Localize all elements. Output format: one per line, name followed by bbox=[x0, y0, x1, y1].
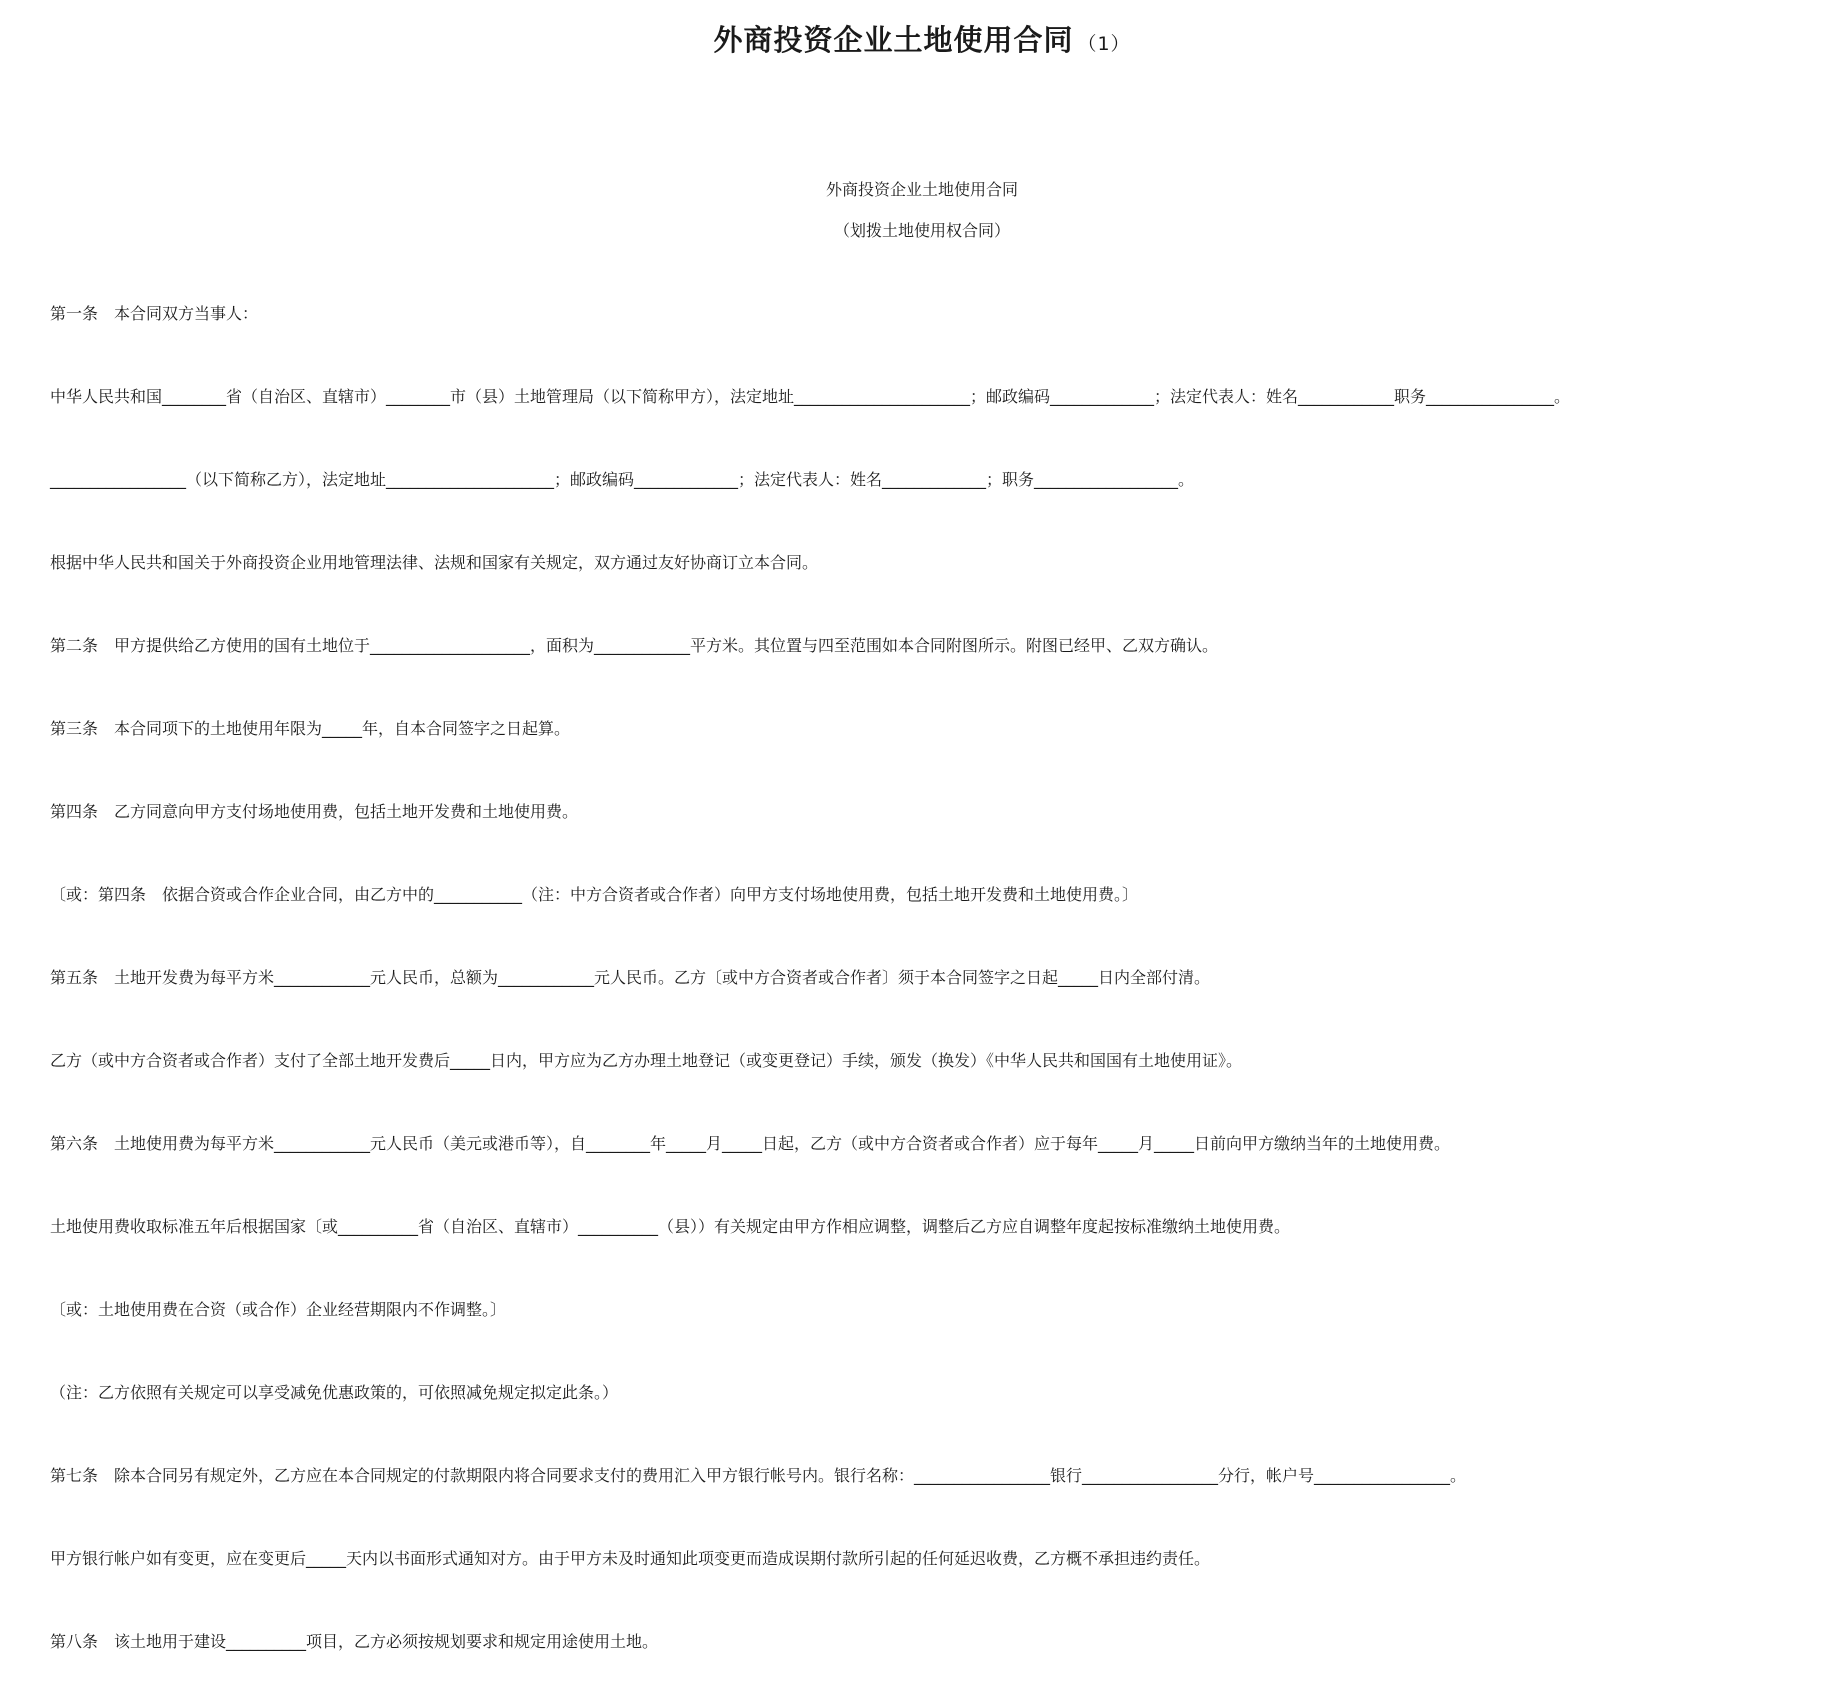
article-7-paragraph: 第七条 除本合同另有规定外，乙方应在本合同规定的付款期限内将合同要求支付的费用汇入甲方银行帐号内。银行名称：_________________银行_________________分行，帐户号_________________。 bbox=[50, 1466, 1467, 1485]
article-3-paragraph: 第三条 本合同项下的土地使用年限为_____年，自本合同签字之日起算。 bbox=[50, 719, 571, 738]
article-2-paragraph: 第二条 甲方提供给乙方使用的国有土地位于____________________，面积为____________平方米。其位置与四至范围如本合同附图所示。附图已经甲、乙双方确认。 bbox=[50, 636, 1219, 655]
article-7-account-change: 甲方银行帐户如有变更，应在变更后_____天内以书面形式通知对方。由于甲方未及时通知此项变更而造成误期付款所引起的任何延迟收费，乙方概不承担违约责任。 bbox=[50, 1549, 1211, 1568]
article-6-adjustment: 土地使用费收取标准五年后根据国家〔或__________省（自治区、直辖市）__________（县））有关规定由甲方作相应调整，调整后乙方应自调整年度起按标准缴纳土地使用费。 bbox=[50, 1217, 1291, 1236]
contract-subtitle: 外商投资企业土地使用合同 bbox=[825, 180, 1018, 199]
party-b-paragraph: _________________（以下简称乙方），法定地址_____________________；邮政编码_____________；法定代表人：姓名_____________；职务__________________。 bbox=[50, 470, 1195, 489]
article-1-heading: 第一条 本合同双方当事人： bbox=[50, 304, 259, 323]
article-6-paragraph: 第六条 土地使用费为每平方米____________元人民币（美元或港币等），自________年_____月_____日起，乙方（或中方合资者或合作者）应于每年_____月_____日前向甲方缴纳当年的土地使用费。 bbox=[50, 1134, 1451, 1153]
article-6-note: （注：乙方依照有关规定可以享受减免优惠政策的，可依照减免规定拟定此条。） bbox=[50, 1383, 619, 1402]
article-4-alternative: 〔或：第四条 依据合资或合作企业合同，由乙方中的___________（注：中方合资者或合作者）向甲方支付场地使用费，包括土地开发费和土地使用费。〕 bbox=[50, 885, 1139, 904]
article-8-paragraph: 第八条 该土地用于建设__________项目，乙方必须按规划要求和规定用途使用土地。 bbox=[50, 1632, 659, 1651]
document-title bbox=[0, 18, 1844, 59]
article-5-registration: 乙方（或中方合资者或合作者）支付了全部土地开发费后_____日内，甲方应为乙方办理土地登记（或变更登记）手续，颁发（换发）《中华人民共和国国有土地使用证》。 bbox=[50, 1051, 1243, 1070]
contract-type: （划拨土地使用权合同） bbox=[833, 221, 1010, 240]
preamble-paragraph: 根据中华人民共和国关于外商投资企业用地管理法律、法规和国家有关规定，双方通过友好协商订立本合同。 bbox=[50, 553, 819, 572]
title-text: 外商投资企业土地使用合同 bbox=[713, 23, 1074, 57]
article-6-alternative: 〔或：土地使用费在合资（或合作）企业经营期限内不作调整。〕 bbox=[50, 1300, 507, 1319]
article-4-paragraph: 第四条 乙方同意向甲方支付场地使用费，包括土地开发费和土地使用费。 bbox=[50, 802, 579, 821]
party-a-paragraph: 中华人民共和国________省（自治区、直辖市）________市（县）土地管理局（以下简称甲方），法定地址______________________；邮政编码_____________；法定代表人：姓名____________职务________________。 bbox=[50, 387, 1571, 406]
title-number: （1） bbox=[1077, 33, 1131, 55]
article-5-paragraph: 第五条 土地开发费为每平方米____________元人民币，总额为____________元人民币。乙方〔或中方合资者或合作者〕须于本合同签字之日起_____日内全部付清。 bbox=[50, 968, 1211, 987]
